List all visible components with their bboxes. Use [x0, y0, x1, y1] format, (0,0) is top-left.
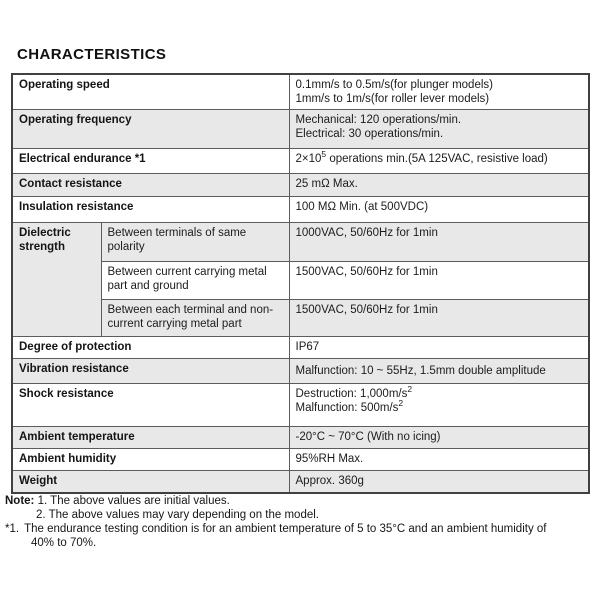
row-label: Operating frequency: [12, 109, 289, 148]
row-label: Electrical endurance *1: [12, 148, 289, 173]
table-row: [12, 173, 589, 196]
note-label: Note:: [5, 495, 35, 507]
table-row: [12, 148, 589, 173]
group-label: Dielectric strength: [12, 222, 101, 336]
row-label: Degree of protection: [12, 336, 289, 358]
table-row: [12, 470, 589, 493]
superscript: 5: [321, 148, 327, 159]
value-text: 2×10: [295, 152, 322, 165]
row-value: [289, 74, 589, 109]
superscript: 2: [398, 397, 404, 408]
row-sublabel: Between terminals of same polarity: [101, 222, 289, 261]
table-row: [12, 426, 589, 448]
row-value: 1500VAC, 50/60Hz for 1min: [289, 299, 589, 336]
note-text: 1. The above values are initial values.: [37, 495, 230, 507]
value-text: operations min.(5A 125VAC, resistive load): [326, 152, 548, 165]
table-row: [12, 109, 589, 148]
row-value: Approx. 360g: [289, 470, 589, 493]
table-row: [12, 74, 589, 109]
row-label: Ambient temperature: [12, 426, 289, 448]
note-line-2: 2. The above values may vary depending on the model.: [36, 509, 319, 521]
row-sublabel: Between each terminal and non-current carrying metal part: [101, 299, 289, 336]
row-value: 100 MΩ Min. (at 500VDC): [289, 196, 589, 222]
note-line-1: [5, 494, 595, 508]
row-label: Shock resistance: [12, 383, 289, 426]
row-value: 25 mΩ Max.: [289, 173, 589, 196]
row-value: 1000VAC, 50/60Hz for 1min: [289, 222, 589, 261]
value-text: Destruction: 1,000m/s: [295, 387, 408, 400]
row-value: IP67: [289, 336, 589, 358]
table-row: [12, 222, 589, 261]
characteristics-table: [11, 73, 590, 494]
table-row: [12, 336, 589, 358]
row-label: Weight: [12, 470, 289, 493]
row-label: Vibration resistance: [12, 358, 289, 383]
row-value: [289, 148, 589, 173]
row-value: -20°C ~ 70°C (With no icing): [289, 426, 589, 448]
row-label: Ambient humidity: [12, 448, 289, 470]
row-value: Malfunction: 10 ~ 55Hz, 1.5mm double amplitude: [289, 358, 589, 383]
table-row: [12, 383, 589, 426]
value-line: [295, 397, 583, 415]
notes-section: [5, 494, 595, 550]
table-row: [12, 196, 589, 222]
row-value: [289, 109, 589, 148]
row-label: Insulation resistance: [12, 196, 289, 222]
footnote-marker: *1.: [5, 523, 20, 535]
value-line: Electrical: 30 operations/min.: [295, 127, 444, 140]
footnote-text: The endurance testing condition is for an ambient temperature of 5 to 35°C and an ambient humidity of: [24, 523, 547, 535]
row-value: [289, 383, 589, 426]
value-text: Malfunction: 500m/s: [295, 401, 399, 414]
row-label: Operating speed: [12, 74, 289, 109]
footnote-line-2: 40% to 70%.: [31, 537, 97, 549]
row-label: Contact resistance: [12, 173, 289, 196]
row-value: 1500VAC, 50/60Hz for 1min: [289, 261, 589, 299]
row-value: 95%RH Max.: [289, 448, 589, 470]
value-line: 0.1mm/s to 0.5m/s(for plunger models): [295, 79, 493, 91]
value-line: 1mm/s to 1m/s(for roller lever models): [295, 93, 490, 105]
footnote-line-1: [5, 522, 595, 536]
superscript: 2: [407, 383, 413, 394]
table-row: [12, 358, 589, 383]
value-line: [295, 383, 583, 401]
row-sublabel: Between current carrying metal part and ground: [101, 261, 289, 299]
value-line: Mechanical: 120 operations/min.: [295, 113, 462, 126]
page-title: CHARACTERISTICS: [17, 46, 167, 63]
table-row: [12, 448, 589, 470]
